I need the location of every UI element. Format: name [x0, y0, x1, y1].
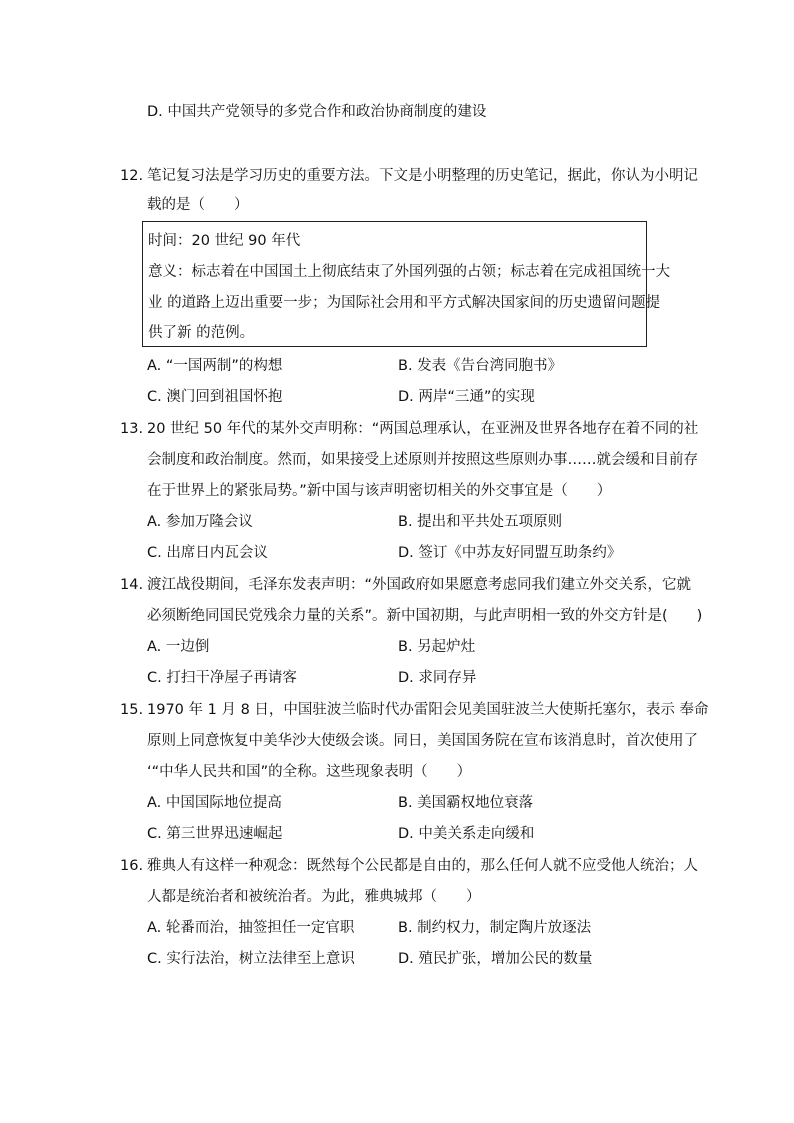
q13-stem-line-3: 在于世界上的紧张局势。”新中国与该声明密切相关的外交事宜是（ ） — [147, 483, 612, 499]
q16-option-a: A. 轮番而治，抽签担任一定官职 — [147, 920, 355, 936]
q16-option-d: D. 殖民扩张，增加公民的数量 — [398, 951, 593, 967]
q15-stem-line-1: 1970 年 1 月 8 日，中国驻波兰临时代办雷阳会见美国驻波兰大使斯托塞尔，表示 奉命 — [147, 702, 709, 718]
q12-note-line-1: 时间：20 世纪 90 年代 — [148, 233, 301, 249]
q15-option-c: C. 第三世界迅速崛起 — [147, 826, 283, 842]
q15-number: 15. — [120, 702, 144, 718]
q14-number: 14. — [120, 577, 144, 593]
q13-option-a: A. 参加万隆会议 — [147, 514, 253, 530]
q13-option-d: D. 签订《中苏友好同盟互助条约》 — [398, 545, 622, 561]
q12-note-line-3: 业 的道路上迈出重要一步；为国际社会用和平方式解决国家间的历史遗留问题提 — [148, 295, 661, 311]
q15-stem-line-2: 原则上同意恢复中美华沙大使级会谈。同日，美国国务院在宣布该消息时，首次使用了 — [147, 733, 698, 749]
q15-stem-line-3: ‘“中华人民共和国”的全称。这些现象表明（ ） — [147, 764, 472, 780]
q14-stem-line-1: 渡江战役期间，毛泽东发表声明：“外国政府如果愿意考虑同我们建立外交关系，它就 — [147, 577, 692, 593]
q14-stem-line-2: 必须断绝同国民党残余力量的关系”。新中国初期，与此声明相一致的外交方针是( ) — [147, 608, 703, 624]
q16-stem-line-2: 人都是统治者和被统治者。为此，雅典城邦（ ） — [147, 889, 481, 905]
q13-stem-line-1: 20 世纪 50 年代的某外交声明称：“两国总理承认，在亚洲及世界各地存在着不同的社 — [147, 421, 699, 437]
q12-stem-line-1: 笔记复习法是学习历史的重要方法。下文是小明整理的历史笔记，据此，你认为小明记 — [147, 168, 698, 184]
q12-option-c: C. 澳门回到祖国怀抱 — [147, 389, 283, 405]
q15-option-b: B. 美国霸权地位衰落 — [398, 795, 534, 811]
q16-option-b: B. 制约权力，制定陶片放逐法 — [398, 920, 592, 936]
q16-option-c: C. 实行法治，树立法律至上意识 — [147, 951, 355, 967]
q14-option-d: D. 求同存异 — [398, 670, 477, 686]
q12-note-line-2: 意义：标志着在中国国土上彻底结束了外国列强的占领；标志着在完成祖国统一大 — [148, 264, 670, 280]
q16-stem-line-1: 雅典人有这样一种观念：既然每个公民都是自由的，那么任何人就不应受他人统治；人 — [147, 858, 698, 874]
q13-number: 13. — [120, 421, 144, 437]
q12-number: 12. — [120, 168, 144, 184]
q12-option-a: A. “一国两制”的构想 — [147, 358, 283, 374]
q11-option-d: D. 中国共产党领导的多党合作和政治协商制度的建设 — [147, 104, 487, 120]
q16-number: 16. — [120, 858, 144, 874]
q14-option-b: B. 另起炉灶 — [398, 639, 476, 655]
q12-option-d: D. 两岸“三通”的实现 — [398, 389, 535, 405]
q13-option-c: C. 出席日内瓦会议 — [147, 545, 268, 561]
q12-note-line-4: 供了新 的范例。 — [148, 325, 255, 341]
q12-option-b: B. 发表《告台湾同胞书》 — [398, 358, 563, 374]
q12-stem-line-2: 载的是（ ） — [147, 197, 249, 213]
q15-option-d: D. 中美关系走向缓和 — [398, 826, 535, 842]
q14-option-a: A. 一边倒 — [147, 639, 210, 655]
q14-option-c: C. 打扫干净屋子再请客 — [147, 670, 297, 686]
q15-option-a: A. 中国国际地位提高 — [147, 795, 282, 811]
q13-option-b: B. 提出和平共处五项原则 — [398, 514, 563, 530]
q13-stem-line-2: 会制度和政治制度。然而，如果接受上述原则并按照这些原则办事……就会缓和目前存 — [147, 452, 698, 468]
